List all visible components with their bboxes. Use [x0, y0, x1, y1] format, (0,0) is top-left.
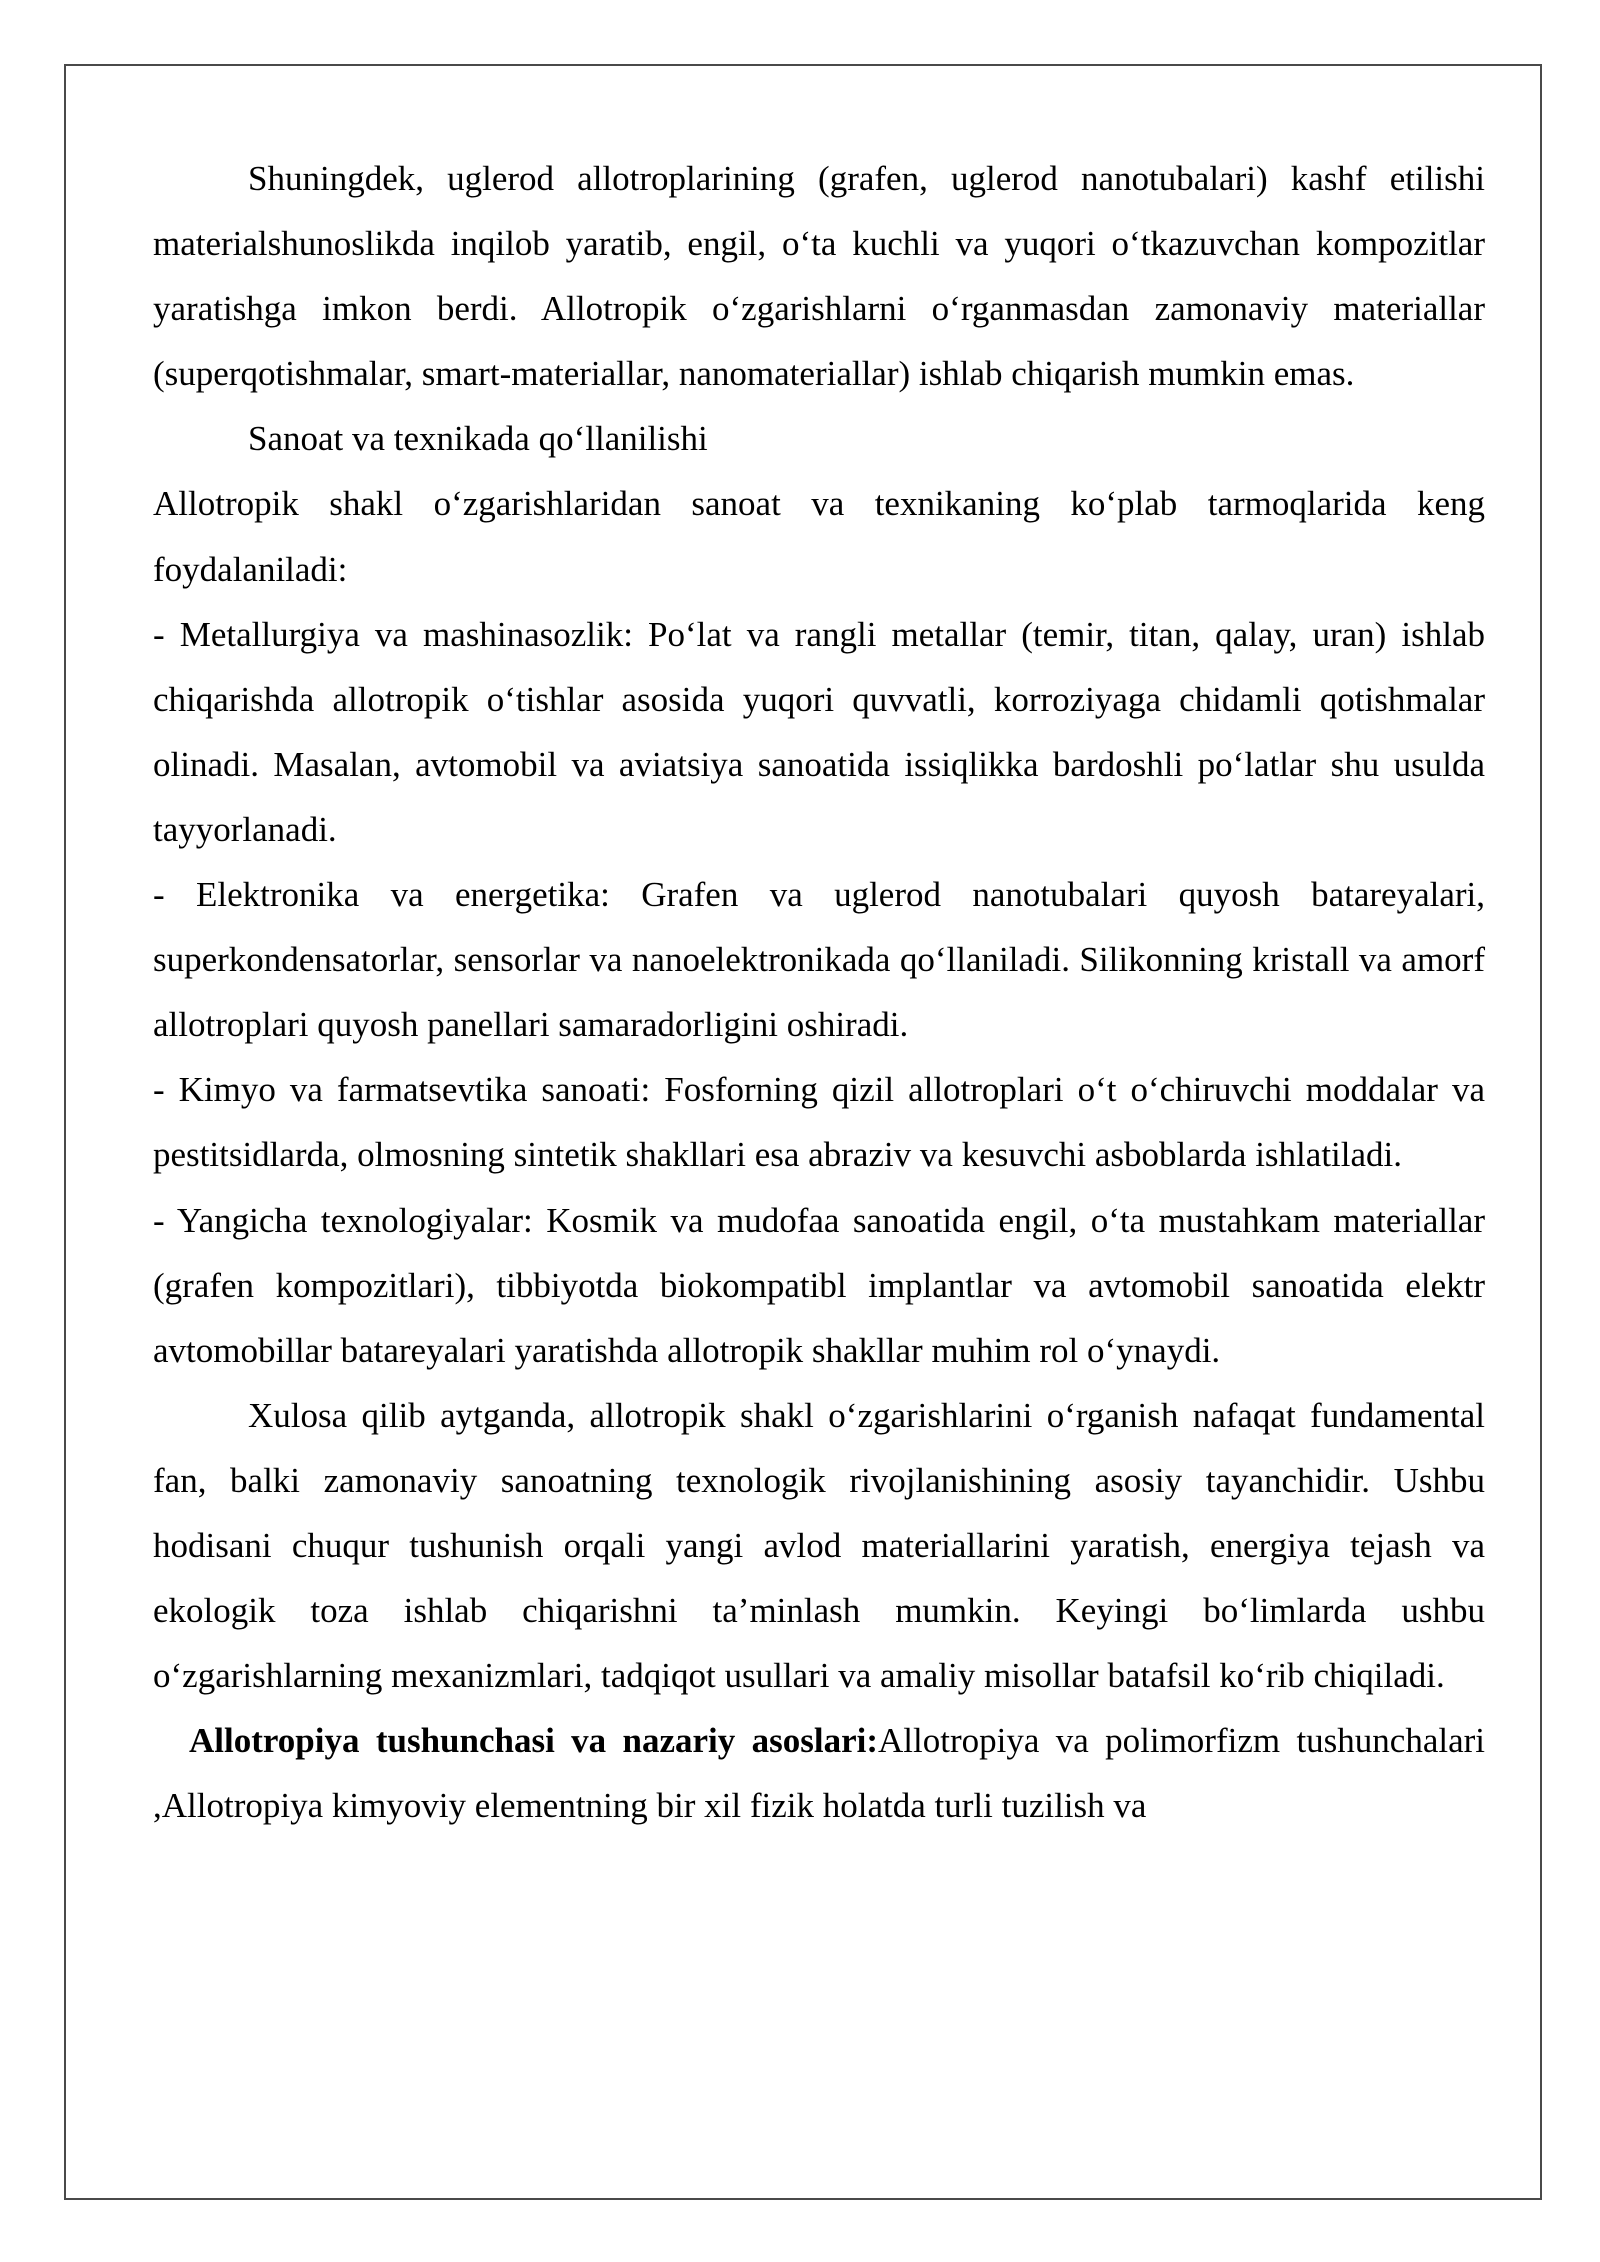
- section-text: Allotropiya va polimorfizm tushunchalari ,Allotropiya kimyoviy elementning bir xil fizik holatda turli tuzilish va: [153, 1721, 1485, 1826]
- list-item-metallurgy: - Metallurgiya va mashinasozlik: Po‘lat va rangli metallar (temir, titan, qalay, uran) ishlab chiqarishda allotropik o‘tishlar asosida yuqori quvvatli, korroziyaga chidamli qotishmalar olinadi. Masalan, avtomobil va aviatsiya sanoatida issiqlikka bardoshli po‘latlar shu usulda tayyorlanadi.: [153, 614, 1485, 849]
- paragraph-industry-intro: Allotropik shakl o‘zgarishlaridan sanoat va texnikaning ko‘plab tarmoqlarida keng foydalaniladi:: [153, 484, 1485, 589]
- document-body: [153, 146, 1485, 1838]
- section-heading: Allotropiya tushunchasi va nazariy asoslari:: [189, 1721, 879, 1761]
- paragraph-conclusion: Xulosa qilib aytganda, allotropik shakl o‘zgarishlarini o‘rganish nafaqat fundamental fan, balki zamonaviy sanoatning texnologik rivojlanishining asosiy tayanchidir. Ushbu hodisani chuqur tushunish orqali yangi avlod materiallarini yaratish, energiya tejash va ekologik toza ishlab chiqarishni ta’minlash mumkin. Keyingi bo‘limlarda ushbu o‘zgarishlarning mexanizmlari, tadqiqot usullari va amaliy misollar batafsil ko‘rib chiqiladi.: [153, 1395, 1485, 1696]
- list-item-electronics: - Elektronika va energetika: Grafen va uglerod nanotubalari quyosh batareyalari, superkondensatorlar, sensorlar va nanoelektronikada qo‘llaniladi. Silikonning kristall va amorf allotroplari quyosh panellari samaradorligini oshiradi.: [153, 875, 1485, 1045]
- list-item-chemistry: - Kimyo va farmatsevtika sanoati: Fosforning qizil allotroplari o‘t o‘chiruvchi moddalar va pestitsidlarda, olmosning sintetik shakllari esa abraziv va kesuvchi asboblarda ishlatiladi.: [153, 1070, 1485, 1175]
- subheading-industry-applications: Sanoat va texnikada qo‘llanilishi: [248, 419, 708, 459]
- paragraph-carbon-allotropes: Shuningdek, uglerod allotroplarining (grafen, uglerod nanotubalari) kashf etilishi materialshunoslikda inqilob yaratib, engil, o‘ta kuchli va yuqori o‘tkazuvchan kompozitlar yaratishga imkon berdi. Allotropik o‘zgarishlarni o‘rganmasdan zamonaviy materiallar (superqotishmalar, smart-materiallar, nanomateriallar) ishlab chiqarish mumkin emas.: [153, 159, 1485, 394]
- list-item-new-technologies: - Yangicha texnologiyalar: Kosmik va mudofaa sanoatida engil, o‘ta mustahkam materiallar (grafen kompozitlari), tibbiyotda biokompatibl implantlar va avtomobil sanoatida elektr avtomobillar batareyalari yaratishda allotropik shakllar muhim rol o‘ynaydi.: [153, 1200, 1485, 1370]
- paragraph-allotropy-theory: [153, 1708, 1485, 1838]
